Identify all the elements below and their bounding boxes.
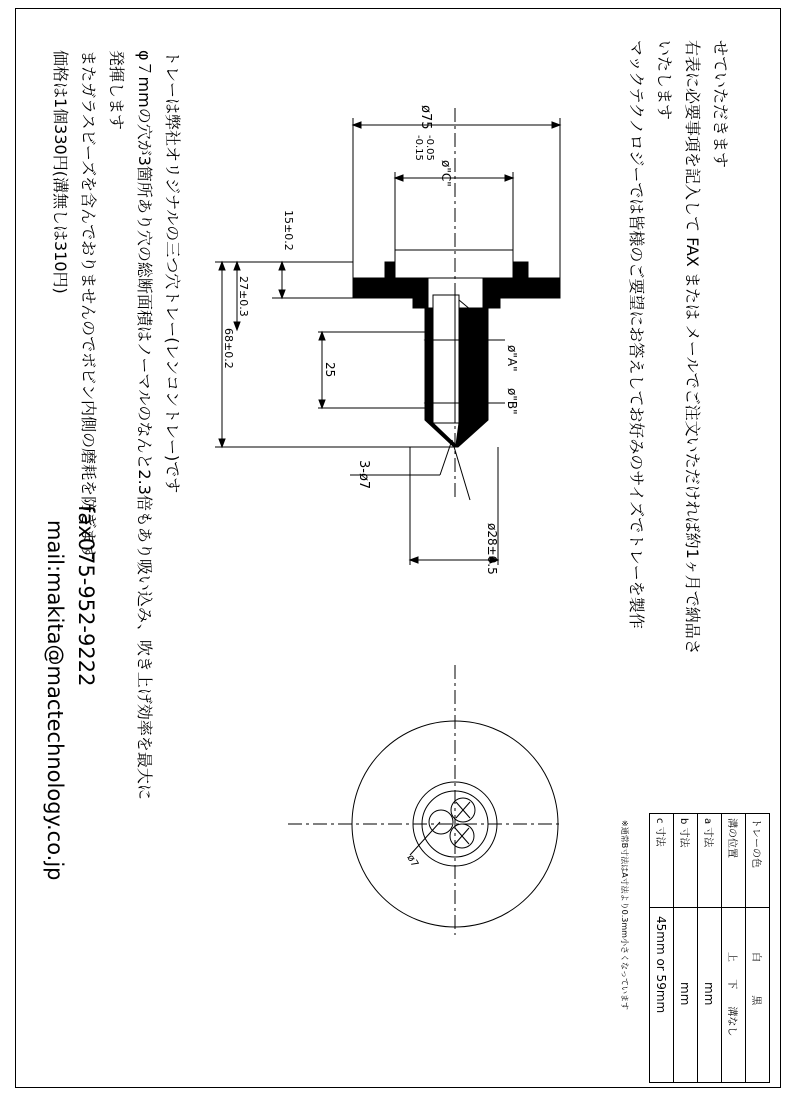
spec-label: a 寸法 — [698, 814, 722, 908]
option-none[interactable]: 溝なし — [726, 1006, 737, 1037]
spec-note: ※通常B寸法はA寸法より0.3mm小さくなっています — [620, 820, 629, 1010]
dim-28: ø28±0.5 — [485, 523, 499, 575]
body-line-3: 発揮します — [107, 50, 126, 131]
spec-value-c[interactable]: 45mm or 59mm — [650, 908, 674, 1083]
spec-label: 溝の位置 — [722, 814, 746, 908]
spec-row-color — [746, 814, 770, 1083]
option-bottom[interactable]: 下 — [726, 979, 737, 990]
body-line-1: トレーは弊社オリジナルの三つ穴トレー(レンコントレー)です — [163, 50, 182, 494]
spec-options[interactable] — [746, 908, 770, 1083]
intro-line-1: マックテクノロジーでは皆様のご要望にお答えしてお好みのサイズでトレーを製作 — [627, 40, 646, 629]
intro-line-4: せていただきます — [711, 40, 730, 169]
spec-value-b[interactable]: mm — [674, 908, 698, 1083]
spec-table — [649, 813, 770, 1083]
body-line-5: 価格は1個330円(溝無しは310円) — [51, 50, 70, 294]
fax-number: fax075-952-9222 — [74, 505, 98, 687]
spec-label: c 寸法 — [650, 814, 674, 908]
spec-label: b 寸法 — [674, 814, 698, 908]
tol-lower: -0.15 — [413, 135, 424, 161]
body-line-2: φ７mmの穴が3箇所あり穴の総断面積はノーマルのなんと2.3倍もあり吸い込み、吹き上げ効率を最大に — [135, 50, 154, 800]
dim-phi75: ø75 — [418, 105, 433, 130]
option-white[interactable]: 白 — [750, 952, 761, 962]
dim-25: 25 — [323, 362, 337, 378]
spec-row-b — [674, 814, 698, 1083]
option-black[interactable]: 黒 — [750, 995, 761, 1006]
spec-row-a — [698, 814, 722, 1083]
mail-address: mail:makita@mactechnology.co.jp — [43, 520, 67, 881]
dim-b: ø"B" — [505, 388, 519, 415]
dim-3phi7: 3-ø7 — [356, 460, 371, 490]
body-line-4: またガラスビーズを含んでおりませんのでボビン内側の磨耗を防ぎます — [79, 50, 98, 561]
dim-a: ø"A" — [505, 345, 519, 372]
intro-line-2: いたします — [655, 40, 674, 121]
spec-row-groove — [722, 814, 746, 1083]
option-top[interactable]: 上 — [726, 952, 737, 962]
spec-label: トレーの色 — [746, 814, 770, 908]
spec-options[interactable] — [722, 908, 746, 1083]
tol-upper: -0.05 — [424, 135, 435, 161]
dim-c: ø"C" — [439, 160, 453, 187]
spec-value-a[interactable]: mm — [698, 908, 722, 1083]
spec-row-c — [650, 814, 674, 1083]
intro-line-3: 右表に必要事項を記入して FAX または メールでご注文いただければ約1ヶ月で納品さ — [683, 40, 702, 655]
dim-68: 68±0.2 — [222, 328, 235, 369]
dim-15: 15±0.2 — [282, 210, 295, 251]
dim-phi7: ø7 — [404, 853, 421, 870]
dim-27: 27±0.3 — [237, 276, 250, 317]
